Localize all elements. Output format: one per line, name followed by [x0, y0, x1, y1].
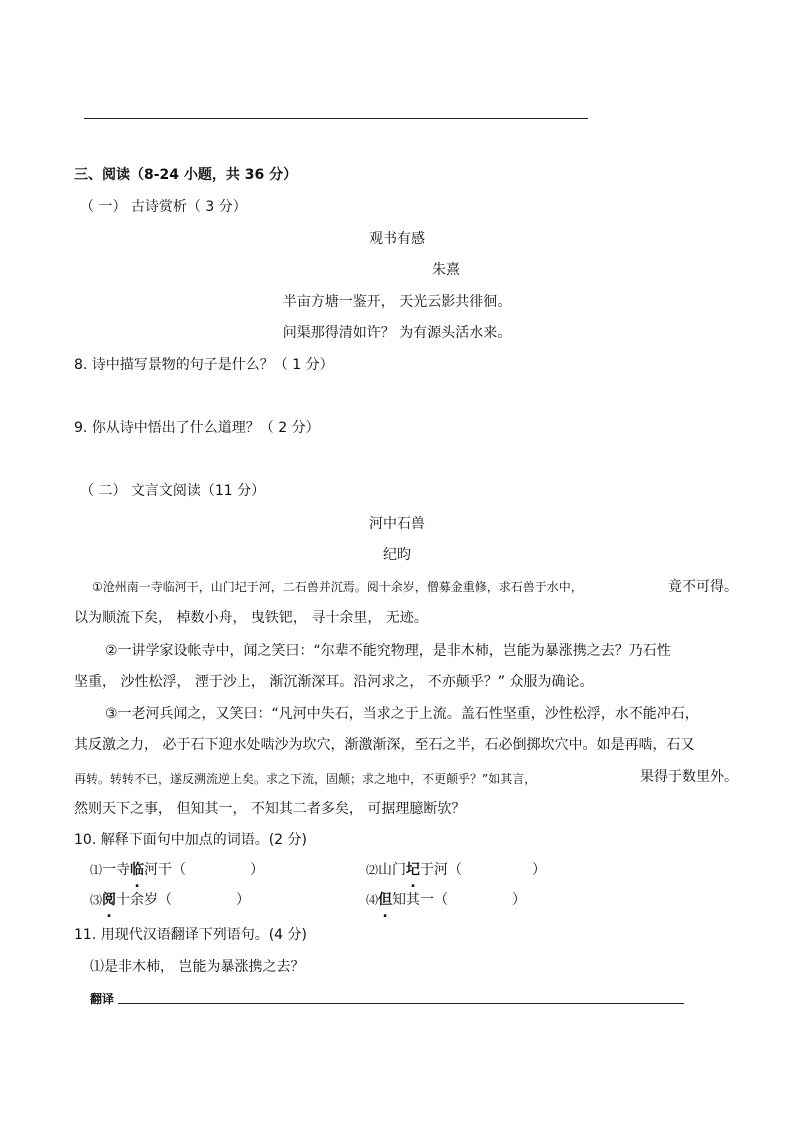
- q10-item-close: ）: [250, 862, 265, 878]
- q10-item-post: 于河（: [420, 862, 463, 878]
- poem-author: 朱熹: [432, 262, 460, 278]
- q10-dotted-word: 但: [378, 892, 393, 908]
- q10-item-post: 知其一（: [392, 892, 449, 908]
- poem-line-2: 问渠那得清如许？ 为有源头活水来。: [282, 325, 512, 341]
- q10-item-number: ⑴: [90, 863, 103, 877]
- paragraph-3-line-3-end: 果得于数里外。: [640, 769, 738, 785]
- q10-item-pre: 山门: [378, 862, 407, 878]
- paragraph-1-line-1-end: 竟不可得。: [668, 579, 738, 595]
- q10-dotted-word: 圮: [406, 862, 421, 878]
- part1-header: （ 一） 古诗赏析（ 3 分）: [80, 199, 247, 215]
- q10-item-post: 十余岁（: [116, 892, 173, 908]
- q11-item-1: ⑴是非木杮， 岂能为暴涨携之去？: [90, 959, 305, 975]
- translate-label: 翻译: [90, 992, 115, 1006]
- paragraph-3-line-2: 其反激之力， 必于石下迎水处啮沙为坎穴，渐激渐深，至石之半，石必倒掷坎穴中。如是再啮，石又: [74, 737, 695, 753]
- poem-title: 观书有感: [369, 231, 425, 247]
- paragraph-2-line-1: ②一讲学家设帐寺中，闻之笑曰：“尔辈不能究物理，是非木杮，岂能为暴涨携之去？乃石性: [105, 643, 671, 659]
- q10-item-number: ⑷: [366, 893, 379, 907]
- q10-item-2: [366, 860, 546, 880]
- paragraph-3-line-3: 再转。转转不已，遂反溯流逆上矣。求之下流，固颠；求之地中，不更颠乎？”如其言，: [74, 772, 537, 786]
- poem-line-1: 半亩方塘一鉴开， 天光云影共徘徊。: [282, 294, 512, 310]
- paragraph-3-line-1: ③一老河兵闻之，又笑曰：“凡河中失石，当求之于上流。盖石性坚重，沙性松浮，水不能冲石，: [105, 706, 699, 722]
- question-9: 9. 你从诗中悟出了什么道理？（ 2 分）: [74, 420, 320, 436]
- q10-item-post: 河干（: [144, 862, 187, 878]
- paragraph-2-line-2: 坚重， 沙性松浮， 湮于沙上， 渐沉渐深耳。沿河求之， 不亦颠乎？” 众服为确论。: [74, 674, 594, 690]
- section-title: 三、阅读（8-24 小题，共 36 分）: [74, 167, 298, 183]
- paragraph-3-line-4: 然则天下之事， 但知其一， 不知其二者多矣， 可据理臆断欤？: [74, 801, 466, 817]
- q10-item-pre: 一寺: [102, 862, 131, 878]
- translate-answer-line[interactable]: [118, 1003, 684, 1004]
- text-title: 河中石兽: [369, 516, 425, 532]
- question-11: 11. 用现代汉语翻译下列语句。(4 分): [74, 927, 307, 943]
- q10-item-close: ）: [532, 862, 547, 878]
- q10-item-close: ）: [236, 892, 251, 908]
- q10-item-1: [90, 860, 264, 880]
- q10-item-close: ）: [512, 892, 527, 908]
- q10-dotted-word: 阅: [102, 892, 117, 908]
- q10-item-number: ⑶: [90, 893, 103, 907]
- paragraph-1-line-2: 以为顺流下矣， 棹数小舟， 曳铁钯， 寻十余里， 无迹。: [74, 610, 428, 626]
- question-10: 10. 解释下面句中加点的词语。(2 分): [74, 832, 307, 848]
- q10-item-number: ⑵: [366, 863, 379, 877]
- q10-item-4: [366, 890, 526, 910]
- q10-dotted-word: 临: [130, 862, 145, 878]
- part2-header: （ 二） 文言文阅读（11 分）: [80, 483, 266, 499]
- text-author: 纪昀: [383, 547, 411, 563]
- answer-line-top: [84, 118, 588, 119]
- question-8: 8. 诗中描写景物的句子是什么？（ 1 分）: [74, 357, 334, 373]
- q10-item-3: [90, 890, 250, 910]
- paragraph-1-line-1: ①沧州南一寺临河干，山门圮于河，二石兽并沉焉。阅十余岁，僧募金重修，求石兽于水中，: [92, 580, 583, 594]
